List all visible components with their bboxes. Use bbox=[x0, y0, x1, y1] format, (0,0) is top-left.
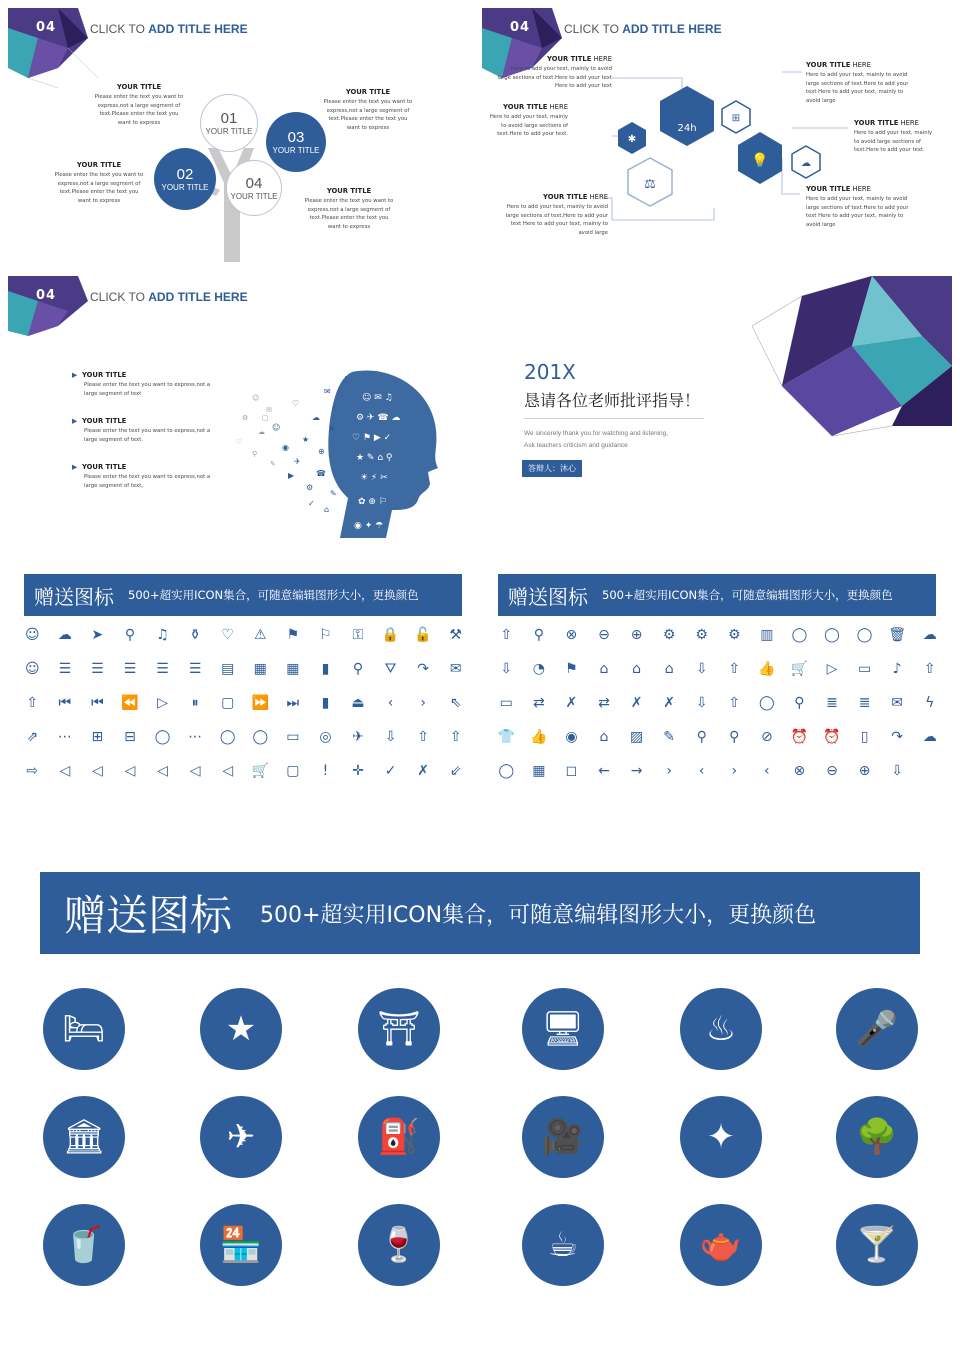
microphone-icon: 🎤 bbox=[836, 988, 918, 1070]
small-icon: ⇨ bbox=[26, 763, 39, 779]
thanks-sub-1: We sincerely thank you for watching and listening, bbox=[524, 430, 669, 437]
icon-banner-left: 赠送图标 500+超实用ICON集合，可随意编辑图形大小，更换颜色 bbox=[24, 574, 462, 616]
slide-2-hexagon-diagram bbox=[482, 8, 952, 262]
small-icon: ! bbox=[322, 763, 329, 779]
small-icon: ⚿ bbox=[352, 627, 364, 643]
slide-4-thanks bbox=[482, 276, 952, 546]
small-icon: › bbox=[420, 695, 426, 711]
svg-text:♡: ♡ bbox=[236, 438, 243, 446]
small-icon: ◯ bbox=[498, 763, 515, 779]
small-icon: ▦ bbox=[532, 763, 546, 779]
small-icon: ⇧ bbox=[923, 661, 936, 677]
svg-text:▶: ▶ bbox=[288, 471, 295, 480]
hot-spring-icon: ♨ bbox=[680, 988, 762, 1070]
svg-text:☀ ⚡ ✂: ☀ ⚡ ✂ bbox=[360, 473, 388, 483]
small-icon: ⌂ bbox=[632, 661, 641, 677]
slide-header[interactable]: CLICK TO ADD TITLE HERE bbox=[90, 290, 248, 304]
small-icon: ⋯ bbox=[188, 729, 203, 745]
svg-text:⚙: ⚙ bbox=[242, 414, 249, 422]
svg-text:✈: ✈ bbox=[294, 457, 301, 466]
small-icon: ⇄ bbox=[532, 695, 545, 711]
small-icon: ⇩ bbox=[384, 729, 397, 745]
svg-text:♪: ♪ bbox=[332, 401, 338, 410]
small-icon: ◯ bbox=[219, 729, 236, 745]
small-icon: 🛒 bbox=[790, 661, 809, 677]
small-icon: ⚐ bbox=[319, 627, 332, 643]
hotel-stars-icon: ★ bbox=[200, 988, 282, 1070]
small-icon: → bbox=[630, 763, 643, 779]
small-icon: ▢ bbox=[221, 695, 235, 711]
small-icon: ‹ bbox=[698, 763, 705, 779]
svg-text:♫: ♫ bbox=[342, 375, 350, 384]
small-icon: ⇧ bbox=[500, 627, 513, 643]
small-icon: ▭ bbox=[499, 695, 513, 711]
small-icon: ⚑ bbox=[286, 627, 300, 643]
small-icon: ⚒ bbox=[449, 627, 462, 643]
small-icon: ⚙ bbox=[662, 627, 676, 643]
small-icon: 🔓 bbox=[414, 627, 432, 643]
slide-header[interactable]: CLICK TO ADD TITLE HERE bbox=[90, 22, 248, 36]
svg-text:✎: ✎ bbox=[330, 489, 337, 498]
tree-circle-02[interactable]: 02 YOUR TITLE bbox=[154, 148, 216, 210]
small-icon: ⚑ bbox=[565, 661, 578, 677]
svg-text:♡: ♡ bbox=[292, 399, 300, 408]
small-icon: ⋯ bbox=[57, 729, 72, 745]
small-icon: ☺ bbox=[24, 661, 40, 677]
icon-banner-large: 赠送图标 500+超实用ICON集合，可随意编辑图形大小，更换颜色 bbox=[40, 872, 920, 954]
svg-text:☺ ✉ ♫: ☺ ✉ ♫ bbox=[362, 393, 393, 403]
svg-text:★ ✎ ⌂ ⚲: ★ ✎ ⌂ ⚲ bbox=[356, 453, 393, 463]
small-icon: ◁ bbox=[157, 763, 168, 779]
small-icon: ◯ bbox=[856, 627, 873, 643]
text-block-top-right: YOUR TITLE Please enter the text you want to express,not a large segment of text.Please enter the text you want to express bbox=[323, 88, 413, 131]
small-icon: ⚲ bbox=[533, 627, 544, 643]
small-icon: ⏮ bbox=[58, 695, 72, 711]
small-icon: ⇧ bbox=[449, 729, 462, 745]
small-icon: ☰ bbox=[156, 661, 169, 677]
small-icon: ♫ bbox=[156, 627, 169, 643]
icon-grid-right bbox=[490, 618, 946, 788]
small-icon: ☺ bbox=[24, 627, 40, 643]
slide-number: 04 bbox=[36, 288, 57, 303]
small-icon: ◯ bbox=[252, 729, 269, 745]
cocktail-icon: 🍸 bbox=[836, 1204, 918, 1286]
svg-text:24h: 24h bbox=[677, 123, 697, 134]
small-icon: ▭ bbox=[286, 729, 300, 745]
icon-grid-left bbox=[16, 618, 472, 788]
small-icon: ♡ bbox=[221, 627, 234, 643]
small-icon: ☁ bbox=[922, 627, 937, 643]
small-icon: ⊕ bbox=[630, 627, 643, 643]
small-icon: ◉ bbox=[565, 729, 578, 745]
head-icon-cloud bbox=[232, 360, 452, 542]
small-icon: ⊗ bbox=[793, 763, 806, 779]
small-icon: ◁ bbox=[59, 763, 71, 779]
small-icon: 👕 bbox=[497, 729, 515, 745]
bed-icon: 🛏 bbox=[43, 988, 125, 1070]
small-icon: ✓ bbox=[384, 763, 397, 779]
small-icon: ✗ bbox=[565, 695, 578, 711]
small-icon: ▥ bbox=[760, 627, 774, 643]
small-icon: ◁ bbox=[222, 763, 234, 779]
small-icon: ✎ bbox=[663, 729, 675, 745]
svg-text:♡ ⚑ ▶ ✓: ♡ ⚑ ▶ ✓ bbox=[352, 433, 392, 443]
tree-circle-04[interactable]: 04 YOUR TITLE bbox=[226, 160, 282, 216]
svg-text:☎: ☎ bbox=[316, 469, 326, 478]
small-icon: ⚲ bbox=[124, 627, 136, 643]
text-block-1: YOUR TITLE HERE Here to add your text, mainly to avoid large sections of text.Here to add your text Here to add your text bbox=[497, 55, 612, 90]
small-icon: ▷ bbox=[826, 661, 838, 677]
tree-circle-03[interactable]: 03 YOUR TITLE bbox=[266, 112, 326, 172]
small-icon: ⇗ bbox=[26, 729, 39, 745]
small-icon: ✛ bbox=[352, 763, 364, 779]
text-block-5: YOUR TITLE HERE Here to add your text, mainly to avoid large sections of text.Here to add your text. bbox=[854, 119, 933, 154]
small-icon: ▦ bbox=[286, 661, 300, 677]
divider bbox=[524, 418, 704, 419]
small-icon: ⏮ bbox=[91, 695, 104, 711]
airplane-icon: ✈ bbox=[200, 1096, 282, 1178]
small-icon: ◁ bbox=[92, 763, 103, 779]
slide-number: 04 bbox=[510, 20, 531, 35]
small-icon: ⇩ bbox=[891, 763, 903, 779]
slide-number: 04 bbox=[36, 20, 57, 35]
small-icon: ◯ bbox=[824, 627, 840, 643]
svg-text:☁: ☁ bbox=[258, 428, 265, 436]
coffee-cup-icon: ☕ bbox=[522, 1204, 604, 1286]
svg-text:⊞: ⊞ bbox=[731, 113, 741, 124]
text-block-6: YOUR TITLE HERE Here to add your text, mainly to avoid large sections of text.Here to add your text Here to add your text, mainly to avoid large bbox=[806, 185, 909, 228]
small-icon: ☰ bbox=[188, 661, 202, 677]
small-icon: ⊘ bbox=[760, 729, 773, 745]
small-icon: ⌂ bbox=[599, 661, 609, 677]
slide-header[interactable]: CLICK TO ADD TITLE HERE bbox=[564, 22, 722, 36]
small-icon: › bbox=[666, 763, 672, 779]
presenter-badge[interactable]: 答辩人：沐心 bbox=[522, 460, 582, 477]
small-icon: ⚲ bbox=[352, 661, 364, 677]
small-icon: ← bbox=[598, 763, 610, 779]
svg-text:✓: ✓ bbox=[308, 499, 315, 508]
list-item-1: ▶ YOUR TITLE Please enter the text you want to express,not a large segment of text bbox=[72, 371, 211, 397]
small-icon: ⇩ bbox=[695, 695, 708, 711]
small-icon: ⊖ bbox=[598, 627, 610, 643]
small-icon: ◯ bbox=[791, 627, 808, 643]
thanks-sub-2: Ask teachers criticism and guidance bbox=[524, 442, 628, 449]
small-icon: ⊕ bbox=[858, 763, 871, 779]
text-block-bottom-left: YOUR TITLE Please enter the text you want to express,not a large segment of text.Please enter the text you want to express bbox=[54, 161, 144, 204]
small-icon: ⏰ bbox=[790, 729, 809, 745]
small-icon: ◯ bbox=[154, 729, 171, 745]
small-icon: ↷ bbox=[417, 661, 429, 677]
small-icon: ⇖ bbox=[449, 695, 462, 711]
small-icon: ◔ bbox=[532, 661, 545, 677]
small-icon: 🗑 bbox=[888, 627, 907, 643]
small-icon: 👍 bbox=[758, 661, 776, 677]
text-block-2: YOUR TITLE HERE Here to add your text, mainly to avoid large sections of text.Here to add your text. bbox=[489, 103, 568, 138]
svg-text:☺: ☺ bbox=[272, 423, 281, 432]
small-icon: ✗ bbox=[417, 763, 429, 779]
small-icon: ⚲ bbox=[696, 729, 707, 745]
small-icon: ⏩ bbox=[251, 695, 269, 711]
small-icon: ⇙ bbox=[449, 763, 462, 779]
shop-icon: 🏪 bbox=[200, 1204, 282, 1286]
text-block-top-left: YOUR TITLE Please enter the text you want to express,not a large segment of text.Please enter the text you want to express bbox=[94, 83, 184, 126]
gas-station-icon: ⛽ bbox=[358, 1096, 440, 1178]
small-icon: ▤ bbox=[221, 661, 235, 677]
small-icon: ◎ bbox=[319, 729, 332, 745]
small-icon: ☰ bbox=[91, 661, 104, 677]
small-icon: ⛛ bbox=[384, 661, 397, 677]
icon-banner-right: 赠送图标 500+超实用ICON集合，可随意编辑图形大小，更换颜色 bbox=[498, 574, 936, 616]
small-icon: ⇧ bbox=[728, 695, 741, 711]
small-icon: ✗ bbox=[630, 695, 643, 711]
small-icon: ⌂ bbox=[664, 661, 674, 677]
small-icon: ☰ bbox=[58, 661, 72, 677]
small-icon: ⚲ bbox=[729, 729, 740, 745]
wine-icon: 🍷 bbox=[358, 1204, 440, 1286]
tree-circle-01[interactable]: 01 YOUR TITLE bbox=[200, 94, 258, 152]
small-icon: ⚱ bbox=[189, 627, 201, 643]
small-icon: ▦ bbox=[253, 661, 267, 677]
svg-text:💡: 💡 bbox=[751, 153, 769, 169]
small-icon: ◁ bbox=[124, 763, 136, 779]
small-icon: ▮ bbox=[321, 661, 330, 677]
small-icon: ⚙ bbox=[695, 627, 708, 643]
tree-icon: 🌳 bbox=[836, 1096, 918, 1178]
small-icon: ☁ bbox=[922, 729, 937, 745]
small-icon: ➤ bbox=[91, 627, 104, 643]
small-icon: ⊖ bbox=[826, 763, 838, 779]
polygon-decoration-large bbox=[742, 276, 952, 446]
small-icon: 🔒 bbox=[381, 627, 400, 643]
small-icon: ⊟ bbox=[124, 729, 136, 745]
small-icon: ⚲ bbox=[794, 695, 805, 711]
small-icon: ▮ bbox=[321, 695, 330, 711]
small-icon: ☁ bbox=[57, 627, 72, 643]
svg-text:◉: ◉ bbox=[282, 443, 289, 452]
small-icon: ⇧ bbox=[26, 695, 39, 711]
small-icon: ↷ bbox=[891, 729, 903, 745]
camera-icon: 🎥 bbox=[522, 1096, 604, 1178]
small-icon: ⏭ bbox=[286, 695, 300, 711]
small-icon: ⇩ bbox=[500, 661, 513, 677]
svg-text:⚙ ✈ ☎ ☁: ⚙ ✈ ☎ ☁ bbox=[356, 413, 401, 423]
svg-text:⌂: ⌂ bbox=[324, 505, 330, 514]
svg-text:⚙: ⚙ bbox=[306, 483, 314, 492]
small-icon: ⚠ bbox=[254, 627, 267, 643]
small-icon: ▢ bbox=[286, 763, 300, 779]
svg-text:✱: ✱ bbox=[627, 134, 637, 145]
small-icon: ✗ bbox=[663, 695, 675, 711]
small-icon: ✉ bbox=[891, 695, 903, 711]
text-block-4: YOUR TITLE HERE Here to add your text, mainly to avoid large sections of text.Here to add your text Here to add your text, mainly to avoid large bbox=[806, 61, 909, 104]
small-icon: ▭ bbox=[857, 661, 872, 677]
drink-icon: 🥤 bbox=[43, 1204, 125, 1286]
small-icon: ⏸ bbox=[191, 695, 199, 711]
palace-icon: ⛩ bbox=[358, 988, 440, 1070]
teapot-icon: 🫖 bbox=[680, 1204, 762, 1286]
slide-1-tree-diagram bbox=[8, 8, 476, 262]
small-icon: ⏪ bbox=[121, 695, 139, 711]
small-icon: ⇩ bbox=[695, 661, 708, 677]
svg-text:⚲: ⚲ bbox=[252, 450, 258, 458]
text-block-3: YOUR TITLE HERE Here to add your text, mainly to avoid large sections of text.Here to add your text Here to add your text, mainly to avoid large bbox=[505, 193, 608, 236]
small-icon: ≣ bbox=[858, 695, 871, 711]
list-item-2: ▶ YOUR TITLE Please enter the text you want to express,not a large segment of text. bbox=[72, 417, 211, 443]
small-icon: ♪ bbox=[892, 661, 902, 677]
thanks-heading: 恳请各位老师批评指导！ bbox=[524, 391, 701, 410]
small-icon: › bbox=[731, 763, 738, 779]
svg-text:◉ ✦ ☂: ◉ ✦ ☂ bbox=[354, 521, 384, 531]
small-icon: ☰ bbox=[123, 661, 137, 677]
small-icon: ϟ bbox=[925, 695, 935, 711]
small-icon: ✉ bbox=[449, 661, 462, 677]
small-icon: ▨ bbox=[629, 729, 644, 745]
small-icon: ⌂ bbox=[599, 729, 609, 745]
small-icon: ✈ bbox=[352, 729, 364, 745]
small-icon: ‹ bbox=[764, 763, 770, 779]
small-icon: ◯ bbox=[759, 695, 775, 711]
small-icon: ⇄ bbox=[598, 695, 610, 711]
svg-text:☺: ☺ bbox=[252, 394, 260, 402]
small-icon: ◁ bbox=[189, 763, 201, 779]
small-icon: ⇧ bbox=[417, 729, 429, 745]
small-icon: ◻ bbox=[565, 763, 578, 779]
small-icon: ⊗ bbox=[565, 627, 578, 643]
small-icon: ⇧ bbox=[728, 661, 741, 677]
bank-icon: 🏛 bbox=[43, 1096, 125, 1178]
small-icon: ⊞ bbox=[91, 729, 104, 745]
small-icon: 👍 bbox=[530, 729, 548, 745]
small-icon: ⏰ bbox=[823, 729, 841, 745]
svg-text:✿ ⊕ ⚐: ✿ ⊕ ⚐ bbox=[358, 497, 387, 507]
svg-text:☁: ☁ bbox=[801, 158, 811, 169]
year-title: 201X bbox=[524, 360, 576, 384]
disco-ball-icon: ✦ bbox=[680, 1096, 762, 1178]
svg-text:✉: ✉ bbox=[266, 406, 272, 414]
polygon-decoration bbox=[8, 276, 98, 346]
small-icon: ‹ bbox=[387, 695, 394, 711]
svg-text:✎: ✎ bbox=[270, 460, 276, 468]
svg-text:★: ★ bbox=[302, 435, 310, 444]
text-block-bottom-right: YOUR TITLE Please enter the text you want to express,not a large segment of text.Please enter the text you want to express bbox=[304, 187, 394, 230]
list-item-3: ▶ YOUR TITLE Please enter the text you want to express,not a large segment of text。 bbox=[72, 463, 211, 489]
computer-icon: 🖥 bbox=[522, 988, 604, 1070]
svg-text:☁: ☁ bbox=[312, 413, 320, 422]
svg-text:▢: ▢ bbox=[262, 414, 269, 422]
small-icon: ▯ bbox=[860, 729, 869, 745]
svg-text:⚖: ⚖ bbox=[644, 177, 656, 192]
small-icon: ≣ bbox=[826, 695, 838, 711]
svg-text:⚑: ⚑ bbox=[328, 425, 336, 434]
small-icon: 🛒 bbox=[251, 763, 269, 779]
small-icon: ▷ bbox=[157, 695, 168, 711]
svg-text:⊕: ⊕ bbox=[318, 447, 325, 456]
slide-3-head-icons bbox=[8, 276, 476, 546]
svg-text:✉: ✉ bbox=[324, 387, 331, 396]
small-icon: ⚙ bbox=[728, 627, 741, 643]
small-icon: ⏏ bbox=[351, 695, 365, 711]
